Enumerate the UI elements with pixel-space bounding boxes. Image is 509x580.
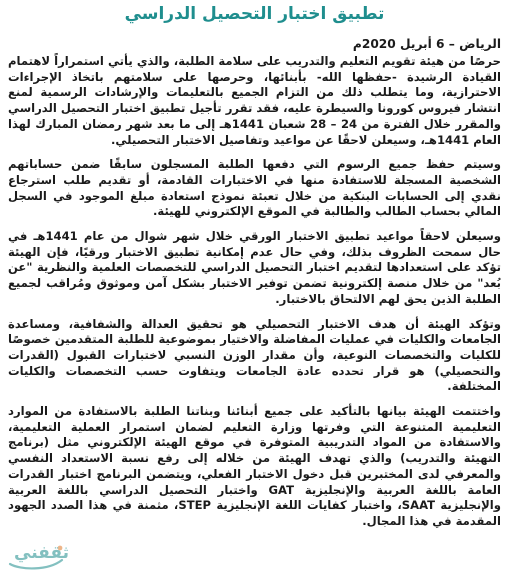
- paragraph-2: وسيتم حفظ جميع الرسوم التي دفعها الطلبة المسجلون سابقًا ضمن حساباتهم الشخصية المسجلة للاستفادة منها في الاختبارات القادمة، أو تقديم طلب استرجاع نقدي إلى الحسابات البنكية من خلال تعبئة نموذج استعادة مبلغ الموجود في السجل المالي بحساب الطالب والطالبة في الموقع الإلكتروني للهيئة.: [8, 157, 501, 219]
- watermark-logo: [4, 540, 69, 572]
- paragraph-1: حرصًا من هيئة تقويم التعليم والتدريب على سلامة الطلبة، والذي يأتي استمراراً لاهتمام القيادة الرشيدة -حفظها الله- بأبنائها، وحرصها على سلامتهم باتخاذ الإجراءات الاحترازية، وما يتطلب ذلك من التزام الجميع بالتعليمات والإرشادات الرسمية لمنع انتشار فيروس كورونا والسيطرة عليه، فقد تقرر تأجيل تطبيق اختبار التحصيل الدراسي والمقرر خلال الفترة من 24 – 28 شعبان 1441هـ إلى ما بعد شهر رمضان المبارك لهذا العام 1441هـ، وسيعلن لاحقًا عن مواعيد وتفاصيل الاختبار التحصيلي.: [8, 54, 501, 147]
- watermark-text: ثقفني: [14, 543, 69, 563]
- paragraph-3: وسيعلن لاحقاً مواعيد تطبيق الاختبار الورقي خلال شهر شوال من عام 1441هـ في حال سمحت الظروف بذلك، وفي حال عدم إمكانية تطبيق الاختبار ورقيًا، فإن الهيئة تؤكد على استعدادها لتقديم اختبار التحصيل الدراسي للتخصصات العلمية والنظرية "عن بُعد" من خلال منصة إلكترونية تضمن توفير الاختبار بشكل آمن وموثوق ومُراقب لجميع الطلبة الذين يحق لهم الالتحاق بالاختبار.: [8, 229, 501, 306]
- paragraph-4: وتؤكد الهيئة أن هدف الاختبار التحصيلي هو تحقيق العدالة والشفافية، ومساعدة الجامعات والكليات في عمليات المفاضلة والاختيار بموضوعية للطلبة المتقدمين خصوصًا للكليات والتخصصات النوعية، وأن مقدار الوزن النسبي لاختبارات القبول (القدرات والتحصيلي) هو قرار تحدده عادة الجامعات ويتفاوت حسب التخصصات والكليات المختلفة.: [8, 316, 501, 394]
- dateline: الرياض – 6 أبريل 2020م: [352, 37, 501, 51]
- page-title: تطبيق اختبار التحصيل الدراسي: [124, 4, 385, 24]
- paragraph-5: واختتمت الهيئة بيانها بالتأكيد على جميع أبنائنا وبناتنا الطلبة بالاستفادة من الموارد التعليمية المتنوعة التي وفرتها وزارة التعليم لضمان استمرار العملية التعليمية، والاستفادة من المواد التدريبية المتوفرة في موقع الهيئة الإلكتروني مثل (برنامج التهيئة والتدريب) والذي تهدف الهيئة من خلاله إلى رفع نسبة الاستعداد النفسي والمعرفي لدى المختبرين قبل دخول الاختبار الفعلي، ويتضمن البرنامج اختبار القدرات العامة باللغة العربية والإنجليزية GAT واختبار التحصيل الدراسي باللغة العربية والإنجليزية SAAT، واختبار كفايات اللغة الإنجليزية STEP، مثمنة في هذا الصدد الجهود المقدمة في هذا المجال.: [8, 404, 501, 528]
